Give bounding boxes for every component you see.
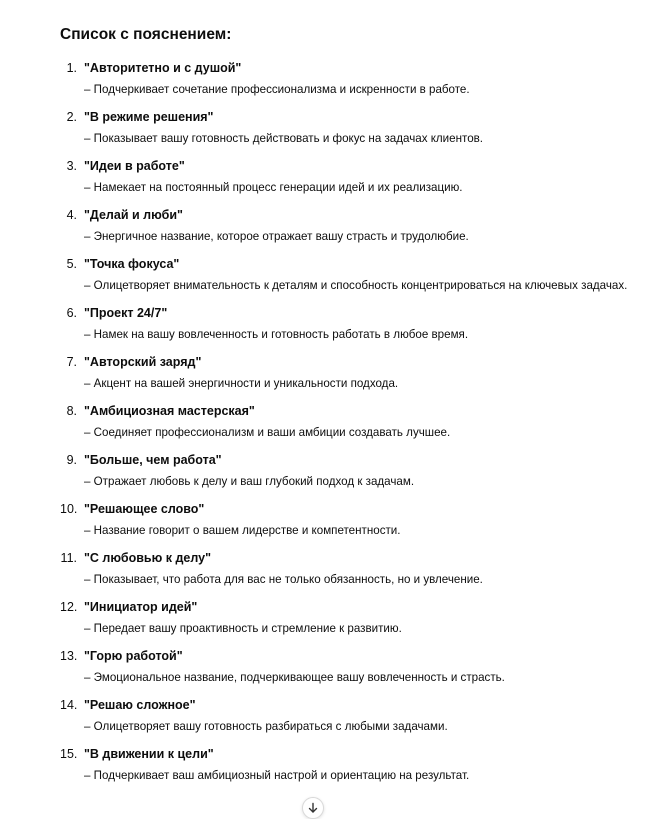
item-title: "Горю работой" xyxy=(84,649,183,663)
item-description: – Подчеркивает сочетание профессионализма и искренности в работе. xyxy=(84,83,470,96)
item-title: "С любовью к делу" xyxy=(84,551,212,565)
item-title: "В движении к цели" xyxy=(84,747,214,761)
item-title: "Больше, чем работа" xyxy=(84,453,222,467)
item-number: 1. xyxy=(66,61,77,75)
list-item xyxy=(60,254,630,296)
item-title: "Авторитетно и с душой" xyxy=(84,61,242,75)
item-description: – Соединяет профессионализм и ваши амбиции создавать лучшее. xyxy=(84,426,451,439)
list-item xyxy=(60,156,630,198)
list-item xyxy=(60,695,630,737)
item-title: "Амбициозная мастерская" xyxy=(84,404,255,418)
item-number: 4. xyxy=(66,208,77,222)
scroll-to-bottom-button[interactable] xyxy=(302,797,324,819)
item-number: 5. xyxy=(66,257,77,271)
list-item xyxy=(60,205,630,247)
item-description: – Название говорит о вашем лидерстве и компетентности. xyxy=(84,524,401,537)
item-number: 7. xyxy=(66,355,77,369)
item-number: 12. xyxy=(60,600,78,614)
list-item xyxy=(60,352,630,394)
list-item xyxy=(60,450,630,492)
item-title: "Решающее слово" xyxy=(84,502,205,516)
item-number: 14. xyxy=(60,698,78,712)
item-title: "Точка фокуса" xyxy=(84,257,180,271)
item-number: 11. xyxy=(60,551,77,565)
list-item xyxy=(60,597,630,639)
list-item xyxy=(60,548,630,590)
item-description: – Олицетворяет внимательность к деталям и способность концентрироваться на ключевых задачах. xyxy=(84,279,628,292)
item-title: "Авторский заряд" xyxy=(84,355,202,369)
item-number: 2. xyxy=(66,110,77,124)
list-item xyxy=(60,499,630,541)
item-title: "Идеи в работе" xyxy=(84,159,185,173)
message-content xyxy=(60,24,630,793)
item-title: "Решаю сложное" xyxy=(84,698,196,712)
item-title: "Делай и люби" xyxy=(84,208,183,222)
item-title: "Проект 24/7" xyxy=(84,306,168,320)
list-item xyxy=(60,58,630,100)
item-description: – Намекает на постоянный процесс генерации идей и их реализацию. xyxy=(84,181,463,194)
item-title: "В режиме решения" xyxy=(84,110,214,124)
item-description: – Энергичное название, которое отражает вашу страсть и трудолюбие. xyxy=(84,230,469,243)
item-description: – Акцент на вашей энергичности и уникальности подхода. xyxy=(84,377,399,390)
item-number: 6. xyxy=(66,306,77,320)
item-number: 9. xyxy=(66,453,77,467)
item-title: "Инициатор идей" xyxy=(84,600,198,614)
item-number: 3. xyxy=(66,159,77,173)
list-item xyxy=(60,401,630,443)
item-description: – Показывает вашу готовность действовать и фокус на задачах клиентов. xyxy=(84,132,484,145)
list-item xyxy=(60,303,630,345)
list-item xyxy=(60,744,630,786)
item-description: – Отражает любовь к делу и ваш глубокий подход к задачам. xyxy=(84,475,415,488)
item-description: – Эмоциональное название, подчеркивающее вашу вовлеченность и страсть. xyxy=(84,671,505,684)
name-list xyxy=(60,58,630,786)
item-description: – Показывает, что работа для вас не только обязанность, но и увлечение. xyxy=(84,573,483,586)
item-description: – Намек на вашу вовлеченность и готовность работать в любое время. xyxy=(84,328,469,341)
list-item xyxy=(60,646,630,688)
arrow-down-icon xyxy=(307,802,319,814)
list-item xyxy=(60,107,630,149)
item-number: 15. xyxy=(60,747,78,761)
item-description: – Подчеркивает ваш амбициозный настрой и ориентацию на результат. xyxy=(84,769,470,782)
item-number: 8. xyxy=(66,404,77,418)
item-number: 10. xyxy=(60,502,78,516)
item-description: – Передает вашу проактивность и стремление к развитию. xyxy=(84,622,402,635)
list-heading: Список с пояснением: xyxy=(60,26,232,43)
item-number: 13. xyxy=(60,649,78,663)
item-description: – Олицетворяет вашу готовность разбираться с любыми задачами. xyxy=(84,720,448,733)
